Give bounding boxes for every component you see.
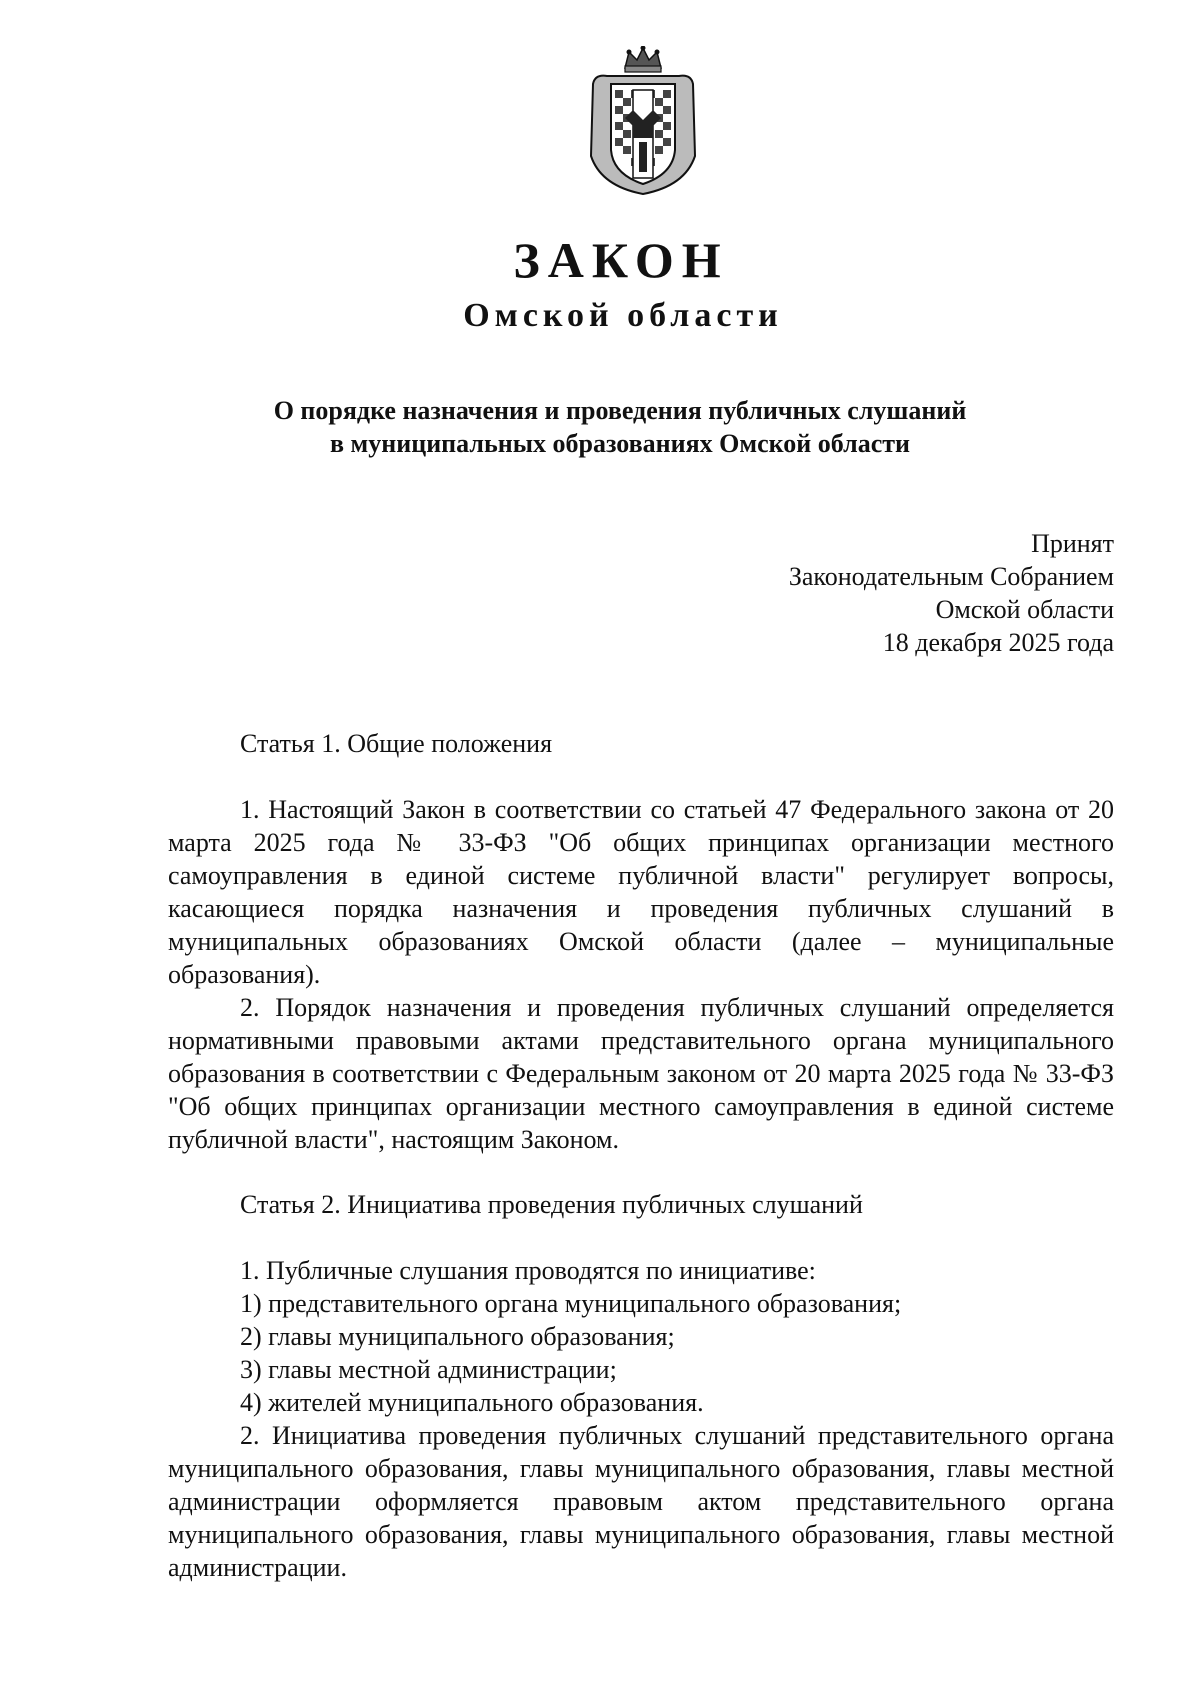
coat-of-arms-emblem (585, 46, 701, 196)
article-paragraph: 1. Настоящий Закон в соответствии со статьей 47 Федерального закона от 20 марта 2025 года № 33-ФЗ "Об общих принципах организации местного самоуправления в единой системе публичной власти" регулирует вопросы, касающиеся порядка назначения и проведения публичных слушаний в муниципальных образованиях Омской области (далее – муниципальные образования). (168, 795, 1114, 989)
adoption-block (789, 527, 1114, 659)
document-region: Омской области (463, 297, 783, 334)
article-2-body (168, 1254, 1114, 1584)
list-item: 2) главы муниципального образования; (240, 1322, 675, 1351)
article-2 (168, 1188, 1114, 1221)
adoption-date: 18 декабря 2025 года (882, 628, 1114, 657)
article-heading: Статья 1. Общие положения (240, 729, 553, 758)
list-item: 3) главы местной администрации; (240, 1355, 617, 1384)
article-1-body (168, 793, 1114, 1156)
article-paragraph: 1. Публичные слушания проводятся по инициативе: (240, 1256, 816, 1285)
adoption-line: Законодательным Собранием (788, 562, 1114, 591)
adoption-line: Принят (1031, 529, 1114, 558)
article-paragraph: 2. Порядок назначения и проведения публичных слушаний определяется нормативными правовыми актами представительного органа муниципального образования в соответствии с Федеральным законом от 20 марта 2025 года № 33-ФЗ "Об общих принципах организации местного самоуправления в единой системе публичной власти", настоящим Законом. (168, 993, 1114, 1154)
article-paragraph: 2. Инициатива проведения публичных слушаний представительного органа муниципального образования, главы муниципального образования, главы местной администрации оформляется правовым актом представительного органа муниципального образования, главы муниципального образования, главы местной администрации. (168, 1421, 1114, 1582)
law-name-line: в муниципальных образованиях Омской области (330, 429, 910, 458)
adoption-line: Омской области (935, 595, 1114, 624)
article-1 (168, 727, 1114, 760)
law-name-line: О порядке назначения и проведения публичных слушаний (273, 396, 967, 425)
document-title: ЗАКОН (513, 232, 729, 288)
law-name (0, 394, 1200, 460)
list-item: 4) жителей муниципального образования. (240, 1388, 704, 1417)
article-heading: Статья 2. Инициатива проведения публичных слушаний (240, 1190, 863, 1219)
list-item: 1) представительного органа муниципального образования; (240, 1289, 902, 1318)
